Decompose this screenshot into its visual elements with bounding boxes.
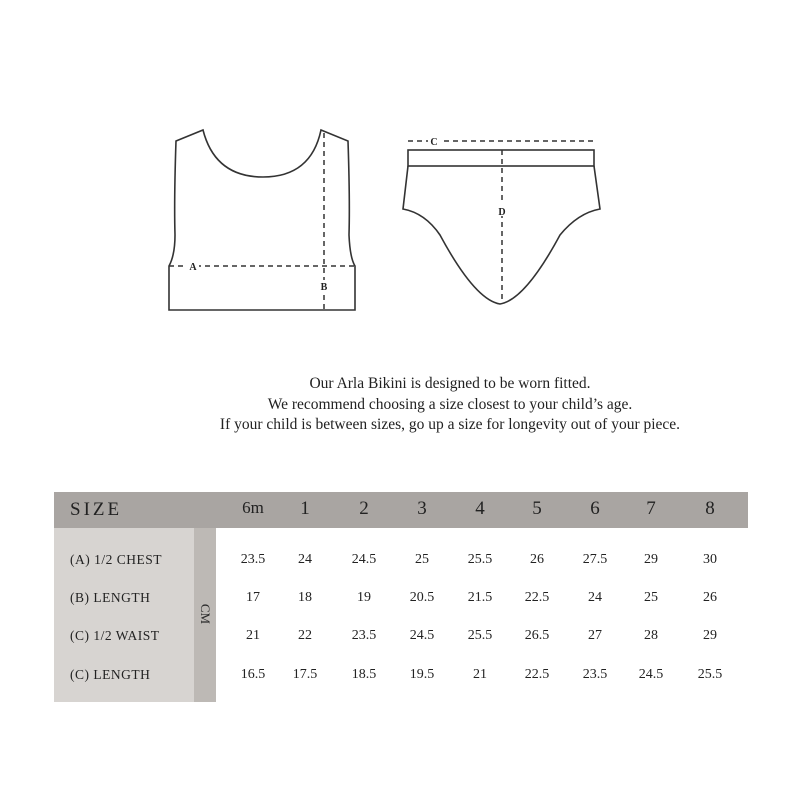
size-header-6: 6 bbox=[590, 498, 600, 519]
intro-line: We recommend choosing a size closest to your child’s age. bbox=[267, 395, 633, 413]
table-cell: 26 bbox=[530, 552, 544, 567]
size-header-3: 3 bbox=[417, 498, 427, 519]
table-cell: 23.5 bbox=[351, 628, 377, 643]
table-cell: 17 bbox=[246, 590, 260, 605]
table-cell: 24 bbox=[298, 552, 312, 567]
table-cell: 22.5 bbox=[524, 667, 550, 682]
size-header-7: 7 bbox=[646, 498, 656, 519]
size-header-5: 5 bbox=[532, 498, 542, 519]
fit-description bbox=[0, 374, 800, 436]
table-cell: 25.5 bbox=[467, 552, 493, 567]
size-header-8: 8 bbox=[705, 498, 715, 519]
size-header-label: SIZE bbox=[70, 499, 123, 520]
table-cell: 19.5 bbox=[409, 667, 435, 682]
table-cell: 24 bbox=[588, 590, 602, 605]
table-cell: 29 bbox=[644, 552, 658, 567]
row-label: (B) LENGTH bbox=[70, 590, 151, 605]
table-cell: 25.5 bbox=[697, 667, 723, 682]
row-label: (A) 1/2 CHEST bbox=[70, 552, 162, 567]
table-cell: 17.5 bbox=[292, 667, 318, 682]
table-cell: 20.5 bbox=[409, 590, 435, 605]
size-header-2: 2 bbox=[359, 498, 369, 519]
table-cell: 27.5 bbox=[582, 552, 608, 567]
table-cell: 28 bbox=[644, 628, 658, 643]
intro-line: If your child is between sizes, go up a size for longevity out of your piece. bbox=[219, 416, 681, 433]
table-cell: 23.5 bbox=[240, 552, 266, 567]
label-a: A bbox=[189, 262, 197, 273]
row-label: (C) 1/2 WAIST bbox=[70, 628, 160, 643]
table-cell: 24.5 bbox=[351, 552, 377, 567]
table-cell: 25 bbox=[415, 552, 429, 567]
table-cell: 21.5 bbox=[467, 590, 493, 605]
table-cell: 24.5 bbox=[409, 628, 435, 643]
table-cell: 16.5 bbox=[240, 667, 266, 682]
table-cell: 18 bbox=[298, 590, 312, 605]
label-b: B bbox=[320, 282, 328, 293]
row-label: (C) LENGTH bbox=[70, 667, 151, 682]
table-cell: 21 bbox=[246, 628, 260, 643]
label-d: D bbox=[498, 207, 506, 218]
label-c: C bbox=[430, 137, 438, 148]
intro-line: Our Arla Bikini is designed to be worn fitted. bbox=[309, 375, 591, 392]
bikini-bottom-outline bbox=[403, 141, 600, 304]
size-header-6m: 6m bbox=[242, 498, 264, 517]
table-cell: 22.5 bbox=[524, 590, 550, 605]
table-cell: 24.5 bbox=[638, 667, 664, 682]
table-cell: 30 bbox=[703, 552, 717, 567]
table-cell: 18.5 bbox=[351, 667, 377, 682]
table-cell: 23.5 bbox=[582, 667, 608, 682]
table-cell: 21 bbox=[473, 667, 487, 682]
table-cell: 22 bbox=[298, 628, 312, 643]
table-cell: 25.5 bbox=[467, 628, 493, 643]
garment-diagram bbox=[0, 0, 800, 330]
table-cell: 26 bbox=[703, 590, 717, 605]
size-header-1: 1 bbox=[300, 498, 310, 519]
unit-label: CM bbox=[198, 603, 213, 625]
table-cell: 25 bbox=[644, 590, 658, 605]
size-header-4: 4 bbox=[475, 498, 485, 519]
table-cell: 26.5 bbox=[524, 628, 550, 643]
table-cell: 27 bbox=[588, 628, 602, 643]
table-cell: 19 bbox=[357, 590, 371, 605]
table-cell: 29 bbox=[703, 628, 717, 643]
